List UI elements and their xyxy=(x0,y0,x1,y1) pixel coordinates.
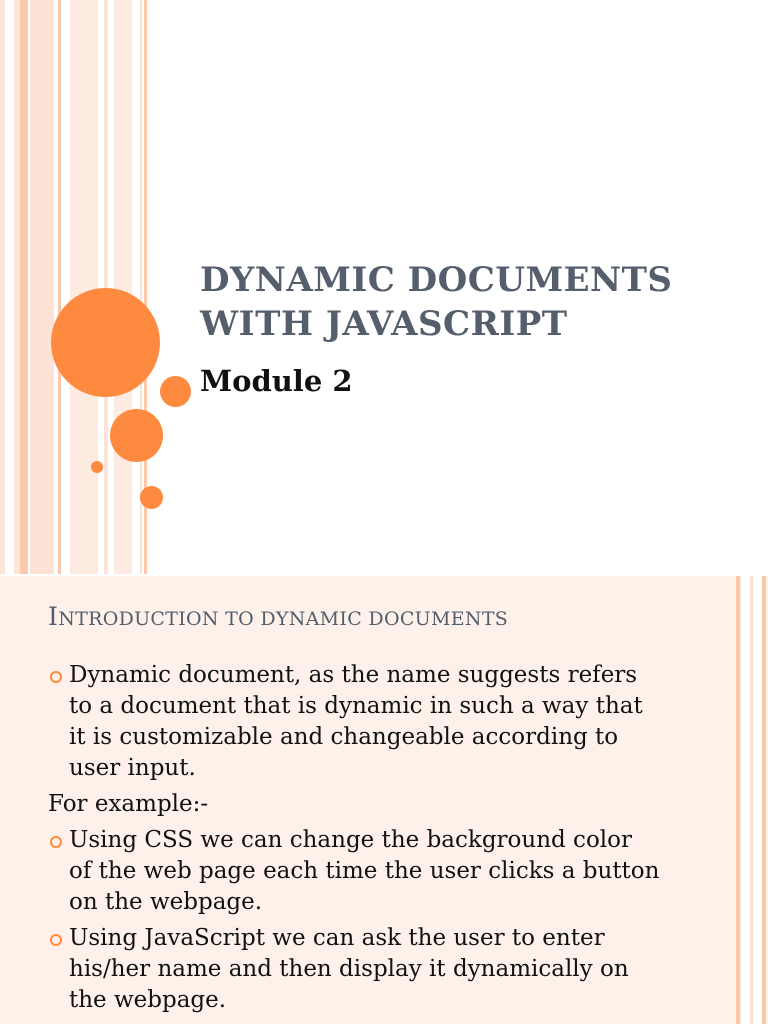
stripe-decoration xyxy=(140,0,142,574)
decorative-circle-medium xyxy=(110,409,163,462)
decorative-circle-small xyxy=(160,376,191,407)
stripe-decoration xyxy=(70,0,98,574)
text-line: Dynamic document, as the name suggests refers xyxy=(69,662,638,688)
bullet-item xyxy=(48,923,708,1016)
text-line: For example:- xyxy=(48,791,209,817)
heading-rest: NTRODUCTION TO DYNAMIC DOCUMENTS xyxy=(58,608,509,630)
stripe-decoration xyxy=(58,0,61,574)
slide-title-line: WITH JAVASCRIPT xyxy=(200,304,568,344)
slide-title xyxy=(200,258,740,346)
content-slide xyxy=(0,576,768,1024)
stripe-decoration xyxy=(762,576,766,1024)
text-line: his/her name and then display it dynamically on xyxy=(69,956,629,982)
bullet-circle-icon xyxy=(50,671,62,683)
text-line: Using CSS we can change the background color xyxy=(69,827,632,853)
stripe-decoration xyxy=(114,0,132,574)
text-line: user input. xyxy=(69,755,196,781)
stripe-decoration xyxy=(0,0,5,574)
bullet-circle-icon xyxy=(50,934,62,946)
slide-title-line: DYNAMIC DOCUMENTS xyxy=(200,260,673,300)
bullet-item xyxy=(48,660,708,784)
bullet-circle-icon xyxy=(50,836,62,848)
decorative-circle-small xyxy=(140,486,163,509)
stripe-decoration xyxy=(20,0,28,574)
text-line: the webpage. xyxy=(69,987,227,1013)
heading-initial: I xyxy=(48,602,59,631)
text-line: of the web page each time the user clicks a button xyxy=(69,858,660,884)
stripe-decoration xyxy=(736,576,740,1024)
stripe-decoration xyxy=(750,576,753,1024)
text-line: on the webpage. xyxy=(69,889,263,915)
text-line: Using JavaScript we can ask the user to enter xyxy=(69,925,605,951)
plain-paragraph xyxy=(48,789,708,820)
slide-heading xyxy=(48,602,508,631)
bullet-item xyxy=(48,825,708,918)
slide-body xyxy=(48,660,708,1021)
text-line: it is customizable and changeable according to xyxy=(69,724,619,750)
stripe-decoration xyxy=(30,0,54,574)
slide-subtitle: Module 2 xyxy=(200,364,353,398)
stripe-decoration xyxy=(104,0,108,574)
text-line: to a document that is dynamic in such a way that xyxy=(69,693,643,719)
decorative-circle-large xyxy=(51,288,160,397)
decorative-circle-tiny xyxy=(91,461,103,473)
